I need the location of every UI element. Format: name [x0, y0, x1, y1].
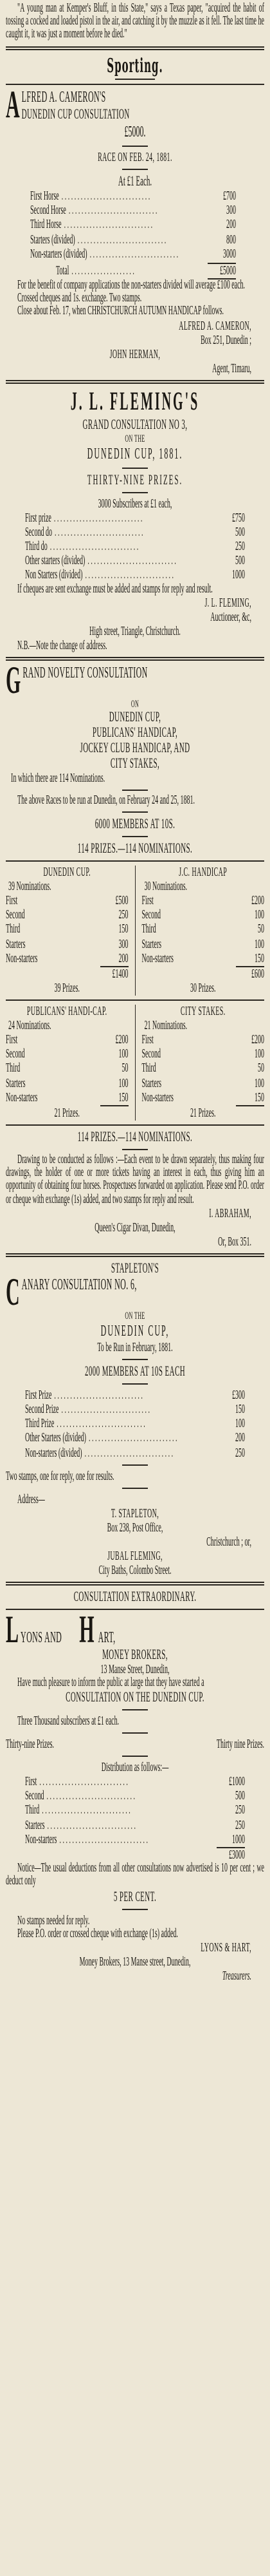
signature: ALFRED A. CAMERON, [179, 319, 251, 334]
prize-row: Third do . . . . . . . . . . . . . . . . . . . . . . . . . . . . 250 [25, 540, 245, 554]
prize-row: Third Horse . . . . . . . . . . . . . . . . . . . . . . . . . . . . 200 [30, 218, 236, 232]
signature-address: Auctioneer, &c, [210, 610, 251, 625]
on-the: ON [130, 697, 140, 710]
signature-address: Or, Box 351. [218, 1235, 251, 1249]
lyons-hart-advert [6, 1589, 264, 1983]
dunedin-cup-table: DUNEDIN CUP. 39 Nominations. First £500 Second 250 Third 150 Starters 300 Non-starters 200 £1400 39 Prizes. [6, 865, 129, 996]
prize-total-row: Total . . . . . . . . . . . . . . . . . . . . £5000 [56, 263, 236, 278]
divider [6, 657, 264, 661]
signature: JUBAL FLEMING, [107, 1549, 163, 1564]
race-name: JOCKEY CLUB HANDICAP, AND [80, 740, 190, 756]
divider [6, 1581, 264, 1585]
prize-row: Non Starters (divided) . . . . . . . . . . . . . . . . . . . . . . . . . . . . 1000 [25, 568, 245, 583]
advert-subtitle: DUNEDIN CUP CONSULTATION [21, 106, 130, 122]
prize-table [25, 1388, 245, 1461]
race-name: DUNEDIN CUP, [109, 709, 161, 725]
prize-row: First Prize . . . . . . . . . . . . . . . . . . . . . . . . . . . . £300 [25, 1388, 245, 1403]
divider [6, 1253, 264, 1257]
advert-note: If cheques are sent exchange must be added and stamps for reply and result. [17, 582, 213, 596]
prizes-heading: THIRTY-NINE PRIZES. [87, 472, 183, 488]
address-label: Address— [17, 1492, 45, 1507]
advert-note: Close about Feb. 17, when CHRISTCHURCH AUTUMN HANDICAP follows. [17, 304, 224, 319]
race-tables-bottom [6, 1005, 264, 1121]
advert-note: N.B.—Note the change of address. [17, 638, 107, 653]
publicans-handicap-table: PUBLICANS' HANDI-CAP. 24 Nominations. First £200 Second 100 Third 50 Starters 100 Non-starters 150 21 Prizes. [6, 1005, 129, 1121]
prizes-banner: 114 PRIZES.—114 NOMINATIONS. [77, 840, 193, 857]
subscribers: 3000 Subscribers at £1 each, [98, 497, 172, 511]
signature-address: City Baths, Colombo Street. [98, 1563, 172, 1578]
races-line: The above Races to be run at Dunedin, on February 24 and 25, 1881. [17, 793, 195, 808]
news-snippet: "A young man at Kemper's Bluff, in this State," says a Texas paper, "acquired the habit of tossing a cocked and loaded pistol in the air, and catching it by the muzzle as it fell. The last time he caught it, it was just a moment before he died." [6, 1, 264, 42]
advert-subtitle: GRAND CONSULTATION NO 3, [82, 417, 188, 433]
prize-row: Non-starters (divided) . . . . . . . . . . . . . . . . . . . . . . . . . . . . 3000 [30, 247, 236, 261]
advert-note: For the benefit of company applications the non-starters divided will average £100 each. [17, 278, 246, 293]
prize-row: Second do . . . . . . . . . . . . . . . . . . . . . . . . . . . . 500 [25, 525, 245, 540]
percent: 5 PER CENT. [113, 1889, 157, 1905]
prize-row: Second Horse . . . . . . . . . . . . . . . . . . . . . . . . . . . . 300 [30, 204, 236, 218]
signature-address: Money Brokers, 13 Manse street, Dunedin, [79, 1955, 191, 1969]
price: At £1 Each. [118, 173, 152, 189]
prize-table [25, 1775, 245, 1862]
signature: LYONS & HART, [201, 1940, 251, 1955]
prize-row: First prize . . . . . . . . . . . . . . . . . . . . . . . . . . . . £750 [25, 511, 245, 526]
advert-body: Have much pleasure to inform the public at large that they have started a [17, 1675, 204, 1690]
prize-row: Other starters (divided) . . . . . . . . . . . . . . . . . . . . . . . . . . . . 500 [25, 554, 245, 569]
stapleton-advert [6, 1261, 264, 1578]
advert-heading: STAPLETON'S [111, 1260, 159, 1276]
order-note: Please P.O. order or crossed cheque with exchange (1s) added. [17, 1926, 178, 1941]
divider [115, 78, 155, 79]
prizes-left: Thirty-nine Prizes. [6, 1737, 54, 1752]
signature-address: Box 238, Post Office, [107, 1520, 163, 1535]
section-heading-sporting: Sporting. [107, 53, 163, 77]
prize-row: Other Starters (divided) . . . . . . . . . . . . . . . . . . . . . . . . . . . . 200 [25, 1431, 245, 1446]
nominations-line: In which there are 114 Nominations. [11, 771, 105, 786]
prize-table [30, 189, 236, 279]
signature: J. L. FLEMING, [204, 596, 251, 611]
race-name: PUBLICANS' HANDICAP, [92, 724, 178, 741]
drop-cap: A [6, 83, 20, 126]
prize-row: Starters (divided) . . . . . . . . . . . . . . . . . . . . . . . . . . . . 800 [30, 232, 236, 247]
signature-address: High street, Triangle, Christchurch. [89, 624, 181, 639]
advert-title: J. L. FLEMING'S [70, 387, 200, 416]
notice: Notice—The usual deductions from all other consultations now advertised is 10 per cent ; we deduct only [6, 1861, 264, 1889]
advert-title: ANARY CONSULTATION NO. 6, [21, 1274, 137, 1293]
city-stakes-table: CITY STAKES. 21 Nominations. First £200 Second 100 Third 50 Starters 100 Non-starters 150 21 Prizes. [141, 1005, 264, 1121]
stamps-note: No stamps needed for reply. [17, 1913, 90, 1928]
divider [6, 83, 264, 84]
drop-cap: G [6, 659, 21, 702]
prizes-banner: 114 PRIZES.—114 NOMINATIONS. [77, 1130, 193, 1145]
jc-handicap-table: J.C. HANDICAP 30 Nominations. First £200 Second 100 Third 50 Starters 100 Non-starters 150 £600 30 Prizes. [141, 865, 264, 996]
on-the: ON THE [125, 432, 145, 444]
signature-address: Queen's Cigar Divan, Dunedin, [94, 1220, 176, 1235]
drop-cap: H [79, 1608, 94, 1651]
cup-name: DUNEDIN CUP, [100, 1321, 170, 1340]
signature: JOHN HERMAN, [109, 347, 161, 362]
novelty-advert [6, 659, 264, 1249]
drawing-conditions: Drawing to be conducted as follows :—Each event to be drawn separately, thus making four drawings, the holder of one or more tickets having an interest in each, thus giving him an opportunity of obtaining four horses. Prospectuses forwarded on application. Please send P.O. order or cheque with exchange (1s) added, and two stamps for reply and result. [6, 1153, 264, 1207]
drop-cap: L [6, 1608, 19, 1651]
advert-title: YONS AND [21, 1627, 62, 1646]
members-line: 6000 MEMBERS AT 10S. [94, 816, 176, 832]
prize-row: Non-starters (divided) . . . . . . . . . . . . . . . . . . . . . . . . . . . . 250 [25, 1446, 245, 1460]
prize-row: Second . . . . . . . . . . . . . . . . . . . . . . . . . . . . 500 [25, 1789, 245, 1804]
prize-row: Third Prize . . . . . . . . . . . . . . . . . . . . . . . . . . . . 100 [25, 1417, 245, 1432]
advert-title: ART, [98, 1627, 116, 1646]
prize-row: Starters . . . . . . . . . . . . . . . . . . . . . . . . . . . . 250 [25, 1818, 245, 1833]
fleming-advert [6, 387, 264, 652]
signature-address: Agent, Timaru, [212, 361, 251, 376]
prize-row: First Horse . . . . . . . . . . . . . . . . . . . . . . . . . . . . £700 [30, 189, 236, 204]
drop-cap: C [6, 1271, 20, 1314]
prize-row: First . . . . . . . . . . . . . . . . . . . . . . . . . . . . £1000 [25, 1775, 245, 1790]
prize-row: Third . . . . . . . . . . . . . . . . . . . . . . . . . . . . 250 [25, 1803, 245, 1818]
advert-note: Crossed cheques and 1s. exchange. Two stamps. [17, 291, 142, 306]
advert-heading: CONSULTATION EXTRAORDINARY. [73, 1589, 197, 1605]
stamps-note: Two stamps, one for reply, one for results. [6, 1469, 114, 1484]
advert-amount: £5000. [124, 122, 146, 140]
divider [6, 46, 264, 50]
signature: T. STAPLETON, [111, 1506, 159, 1521]
shares-line: Three Thousand subscribers at £1 each. [17, 1714, 120, 1728]
prize-row: Second Prize . . . . . . . . . . . . . . . . . . . . . . . . . . . . 150 [25, 1402, 245, 1417]
race-name: CITY STAKES, [110, 755, 160, 772]
on-the: ON THE [125, 1309, 145, 1321]
race-date: RACE ON FEB. 24, 1881. [98, 150, 172, 165]
cup-name: DUNEDIN CUP, 1881. [87, 444, 183, 462]
signature-address: Treasurers. [222, 1969, 251, 1984]
signature-address: Box 251, Dunedin ; [201, 333, 251, 348]
distribution-heading: Distribution as follows:— [101, 1761, 169, 1776]
prize-row: Non-starters . . . . . . . . . . . . . . . . . . . . . . . . . . . . 1000 [25, 1832, 245, 1847]
address: 13 Manse Street, Dunedin, [100, 1662, 170, 1677]
advert-title: RAND NOVELTY CONSULTATION [22, 663, 148, 681]
race-tables-top [6, 866, 264, 996]
prize-total-row: £3000 [229, 1848, 245, 1862]
advert-title: LFRED A. CAMERON'S [21, 87, 106, 106]
prizes-right: Thirty nine Prizes. [216, 1737, 264, 1752]
consultation-title: CONSULTATION ON THE DUNEDIN CUP. [66, 1689, 204, 1705]
cameron-advert [6, 83, 264, 376]
brokers: MONEY BROKERS, [102, 1647, 168, 1663]
signature: I. ABRAHAM, [209, 1206, 251, 1221]
run-date: To be Run in February, 1881. [97, 1340, 173, 1355]
prize-table [25, 511, 245, 583]
divider [6, 379, 264, 383]
signature-address: Christchurch ; or, [206, 1535, 251, 1549]
members-line: 2000 MEMBERS AT 10S EACH [84, 1363, 186, 1379]
